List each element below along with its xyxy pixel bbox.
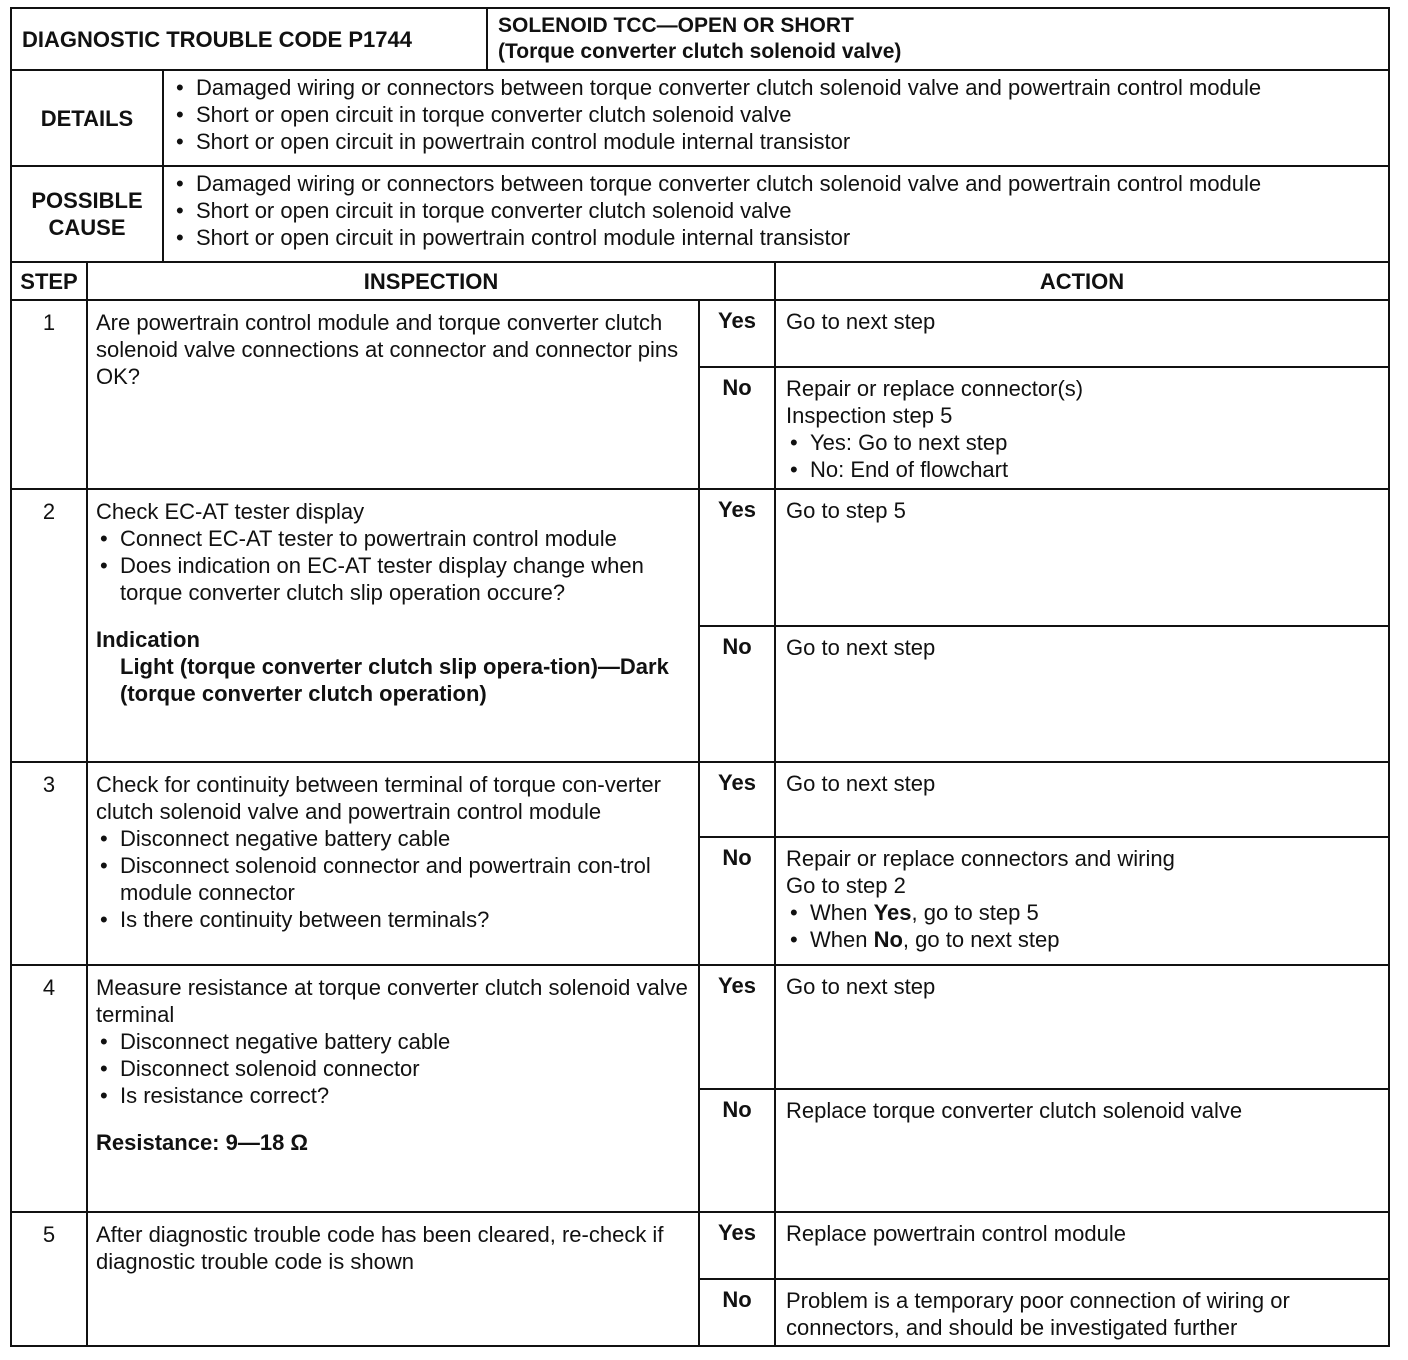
step-number: 3 <box>11 762 87 965</box>
spacer <box>96 1109 690 1129</box>
header-table <box>10 7 1390 71</box>
list-item: • Disconnect negative battery cable <box>96 1028 690 1055</box>
list-item <box>786 899 1378 926</box>
no-action <box>775 367 1389 489</box>
text-fragment: , go to next step <box>902 927 1060 952</box>
step-number: 5 <box>11 1212 87 1346</box>
inspection-list <box>96 1028 690 1109</box>
list-item: • Disconnect solenoid connector and powertrain con-trol module connector <box>96 852 690 906</box>
list-item: • Damaged wiring or connectors between torque converter clutch solenoid valve and powertrain control module <box>172 170 1380 197</box>
details-table <box>10 69 1390 167</box>
action-line: Repair or replace connector(s) <box>786 376 1084 401</box>
list-item <box>786 926 1378 953</box>
column-header-action: ACTION <box>775 262 1389 300</box>
list-item: • No: End of flowchart <box>786 456 1378 483</box>
step-number: 2 <box>11 489 87 762</box>
column-header-step: STEP <box>11 262 87 300</box>
text-fragment: , go to step 5 <box>911 900 1039 925</box>
step-inspection: Are powertrain control module and torque converter clutch solenoid valve connections at connector and connector pins OK? <box>87 300 699 489</box>
yes-label: Yes <box>699 965 775 1089</box>
column-header-inspection: INSPECTION <box>87 262 775 300</box>
list-item: • Does indication on EC-AT tester display change when torque converter clutch slip operation occure? <box>96 552 690 606</box>
action-line: Repair or replace connectors and wiring <box>786 846 1175 871</box>
inspection-text: Check EC-AT tester display <box>96 499 365 524</box>
table-row <box>11 1212 1389 1279</box>
text-fragment: When <box>810 927 874 952</box>
list-item: • Short or open circuit in torque converter clutch solenoid valve <box>172 197 1380 224</box>
yes-action: Go to step 5 <box>775 489 1389 626</box>
text-fragment: When <box>810 900 874 925</box>
indication-text: Light (torque converter clutch slip opera-tion)—Dark (torque converter clutch operation) <box>120 654 669 706</box>
list-item: • Short or open circuit in torque converter clutch solenoid valve <box>172 101 1380 128</box>
trouble-code-title: DIAGNOSTIC TROUBLE CODE P1744 <box>11 8 487 70</box>
details-content <box>163 70 1389 166</box>
table-row <box>11 489 1389 626</box>
step-inspection <box>87 489 699 762</box>
steps-table <box>10 261 1390 1347</box>
yes-action: Go to next step <box>775 762 1389 837</box>
list-item: • Short or open circuit in powertrain control module internal transistor <box>172 128 1380 155</box>
no-label: No <box>699 367 775 489</box>
possible-cause-content <box>163 166 1389 262</box>
no-label: No <box>699 1089 775 1212</box>
yes-label: Yes <box>699 489 775 626</box>
yes-label: Yes <box>699 762 775 837</box>
yes-action: Go to next step <box>775 965 1389 1089</box>
no-label: No <box>699 626 775 762</box>
no-action <box>775 837 1389 965</box>
possible-cause-table <box>10 165 1390 263</box>
title-line-2: (Torque converter clutch solenoid valve) <box>498 40 902 63</box>
resistance-note: Resistance: 9—18 Ω <box>96 1130 309 1155</box>
yes-label: Yes <box>699 1212 775 1279</box>
list-item: • Disconnect solenoid connector <box>96 1055 690 1082</box>
step-inspection <box>87 762 699 965</box>
title-line-1: SOLENOID TCC—OPEN OR SHORT <box>498 14 854 37</box>
list-item: • Connect EC-AT tester to powertrain control module <box>96 525 690 552</box>
list-item: • Short or open circuit in powertrain control module internal transistor <box>172 224 1380 251</box>
details-list <box>172 74 1380 155</box>
action-line: Inspection step 5 <box>786 403 953 428</box>
label-line: POSSIBLE <box>31 188 143 213</box>
text-fragment: Yes <box>873 900 912 925</box>
list-item: • Disconnect negative battery cable <box>96 825 690 852</box>
yes-label: Yes <box>699 300 775 367</box>
step-inspection: After diagnostic trouble code has been cleared, re-check if diagnostic trouble code is shown <box>87 1212 699 1346</box>
step-number: 4 <box>11 965 87 1212</box>
spacer <box>96 606 690 626</box>
inspection-list <box>96 825 690 933</box>
action-line: Go to step 2 <box>786 873 906 898</box>
list-item: • Damaged wiring or connectors between torque converter clutch solenoid valve and powertrain control module <box>172 74 1380 101</box>
table-row <box>11 300 1389 367</box>
list-item: • Yes: Go to next step <box>786 429 1378 456</box>
step-number: 1 <box>11 300 87 489</box>
no-action: Problem is a temporary poor connection of wiring or connectors, and should be investigated further <box>775 1279 1389 1346</box>
possible-cause-list <box>172 170 1380 251</box>
indication-title: Indication <box>96 627 200 652</box>
trouble-code-description <box>487 8 1389 70</box>
details-label: DETAILS <box>11 70 163 166</box>
label-line: CAUSE <box>48 215 126 240</box>
no-action: Go to next step <box>775 626 1389 762</box>
list-item: • Is there continuity between terminals? <box>96 906 690 933</box>
table-row <box>11 762 1389 837</box>
step-inspection <box>87 965 699 1212</box>
no-action: Replace torque converter clutch solenoid valve <box>775 1089 1389 1212</box>
text-fragment: No <box>873 927 903 952</box>
inspection-text: Measure resistance at torque converter clutch solenoid valve terminal <box>96 975 688 1027</box>
no-label: No <box>699 837 775 965</box>
inspection-list <box>96 525 690 606</box>
no-label: No <box>699 1279 775 1346</box>
yes-action: Go to next step <box>775 300 1389 367</box>
action-list <box>786 429 1378 483</box>
action-list <box>786 899 1378 953</box>
yes-action: Replace powertrain control module <box>775 1212 1389 1279</box>
possible-cause-label <box>11 166 163 262</box>
inspection-text: Check for continuity between terminal of torque con-verter clutch solenoid valve and powertrain control module <box>96 772 661 824</box>
diagnostic-sheet <box>10 7 1390 1347</box>
table-row <box>11 965 1389 1089</box>
list-item: • Is resistance correct? <box>96 1082 690 1109</box>
